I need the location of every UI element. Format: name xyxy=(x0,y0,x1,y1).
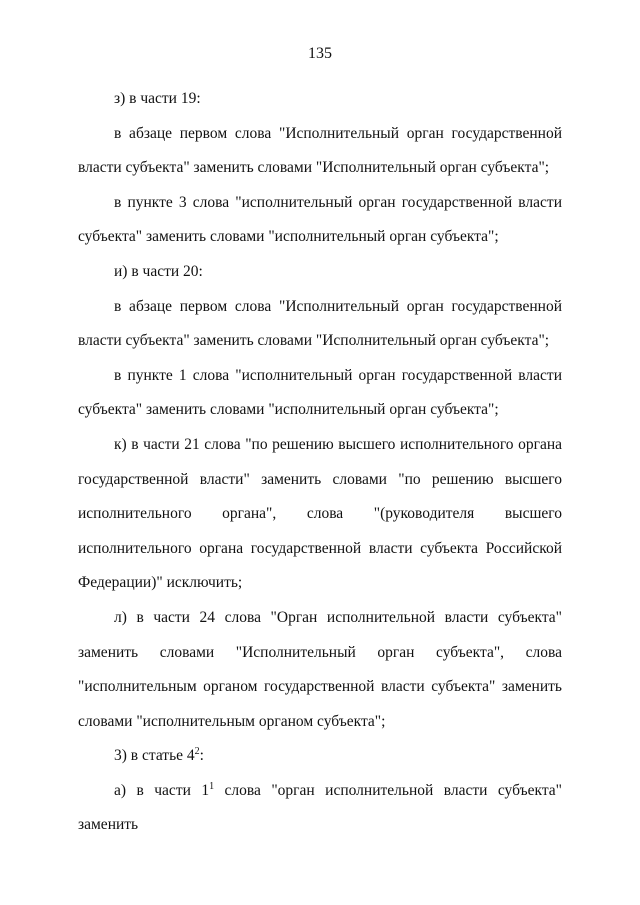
document-body xyxy=(78,82,562,843)
paragraph-text: : xyxy=(199,747,204,765)
paragraph: в абзаце первом слова "Исполнительный орган государственной власти субъекта" заменить словами "Исполнительный орган субъекта"; xyxy=(78,297,562,350)
paragraph: в абзаце первом слова "Исполнительный орган государственной власти субъекта" заменить словами "Исполнительный орган субъекта"; xyxy=(78,124,562,177)
paragraph: в пункте 3 слова "исполнительный орган государственной власти субъекта" заменить словами "исполнительный орган субъекта"; xyxy=(78,193,562,246)
paragraph: л) в части 24 слова "Орган исполнительной власти субъекта" заменить словами "Исполнительный орган субъекта", слова "исполнительным органом государственной власти субъекта" заменить словами "исполнительным органом субъекта"; xyxy=(78,608,562,730)
paragraph-text: 3) в статье 4 xyxy=(114,747,195,765)
paragraph-article-4-2 xyxy=(78,739,562,774)
paragraph-text: а) в части 1 xyxy=(114,781,210,799)
page-number: 135 xyxy=(308,45,332,62)
paragraph-text: слова "орган исполнительной власти субъекта" заменить xyxy=(78,781,562,834)
superscript: 2 xyxy=(194,746,200,758)
superscript: 1 xyxy=(209,780,215,792)
paragraph-part-1-1 xyxy=(78,774,562,843)
paragraph: з) в части 19: xyxy=(114,90,201,107)
paragraph: к) в части 21 слова "по решению высшего исполнительного органа государственной власти" заменить словами "по решению высшего исполнительного органа", слова "(руководителя высшего исполнительного органа государственной власти субъекта Российской Федерации)" исключить; xyxy=(78,435,562,592)
paragraph: и) в части 20: xyxy=(114,262,203,280)
paragraph: в пункте 1 слова "исполнительный орган государственной власти субъекта" заменить словами "исполнительный орган субъекта"; xyxy=(78,366,562,419)
